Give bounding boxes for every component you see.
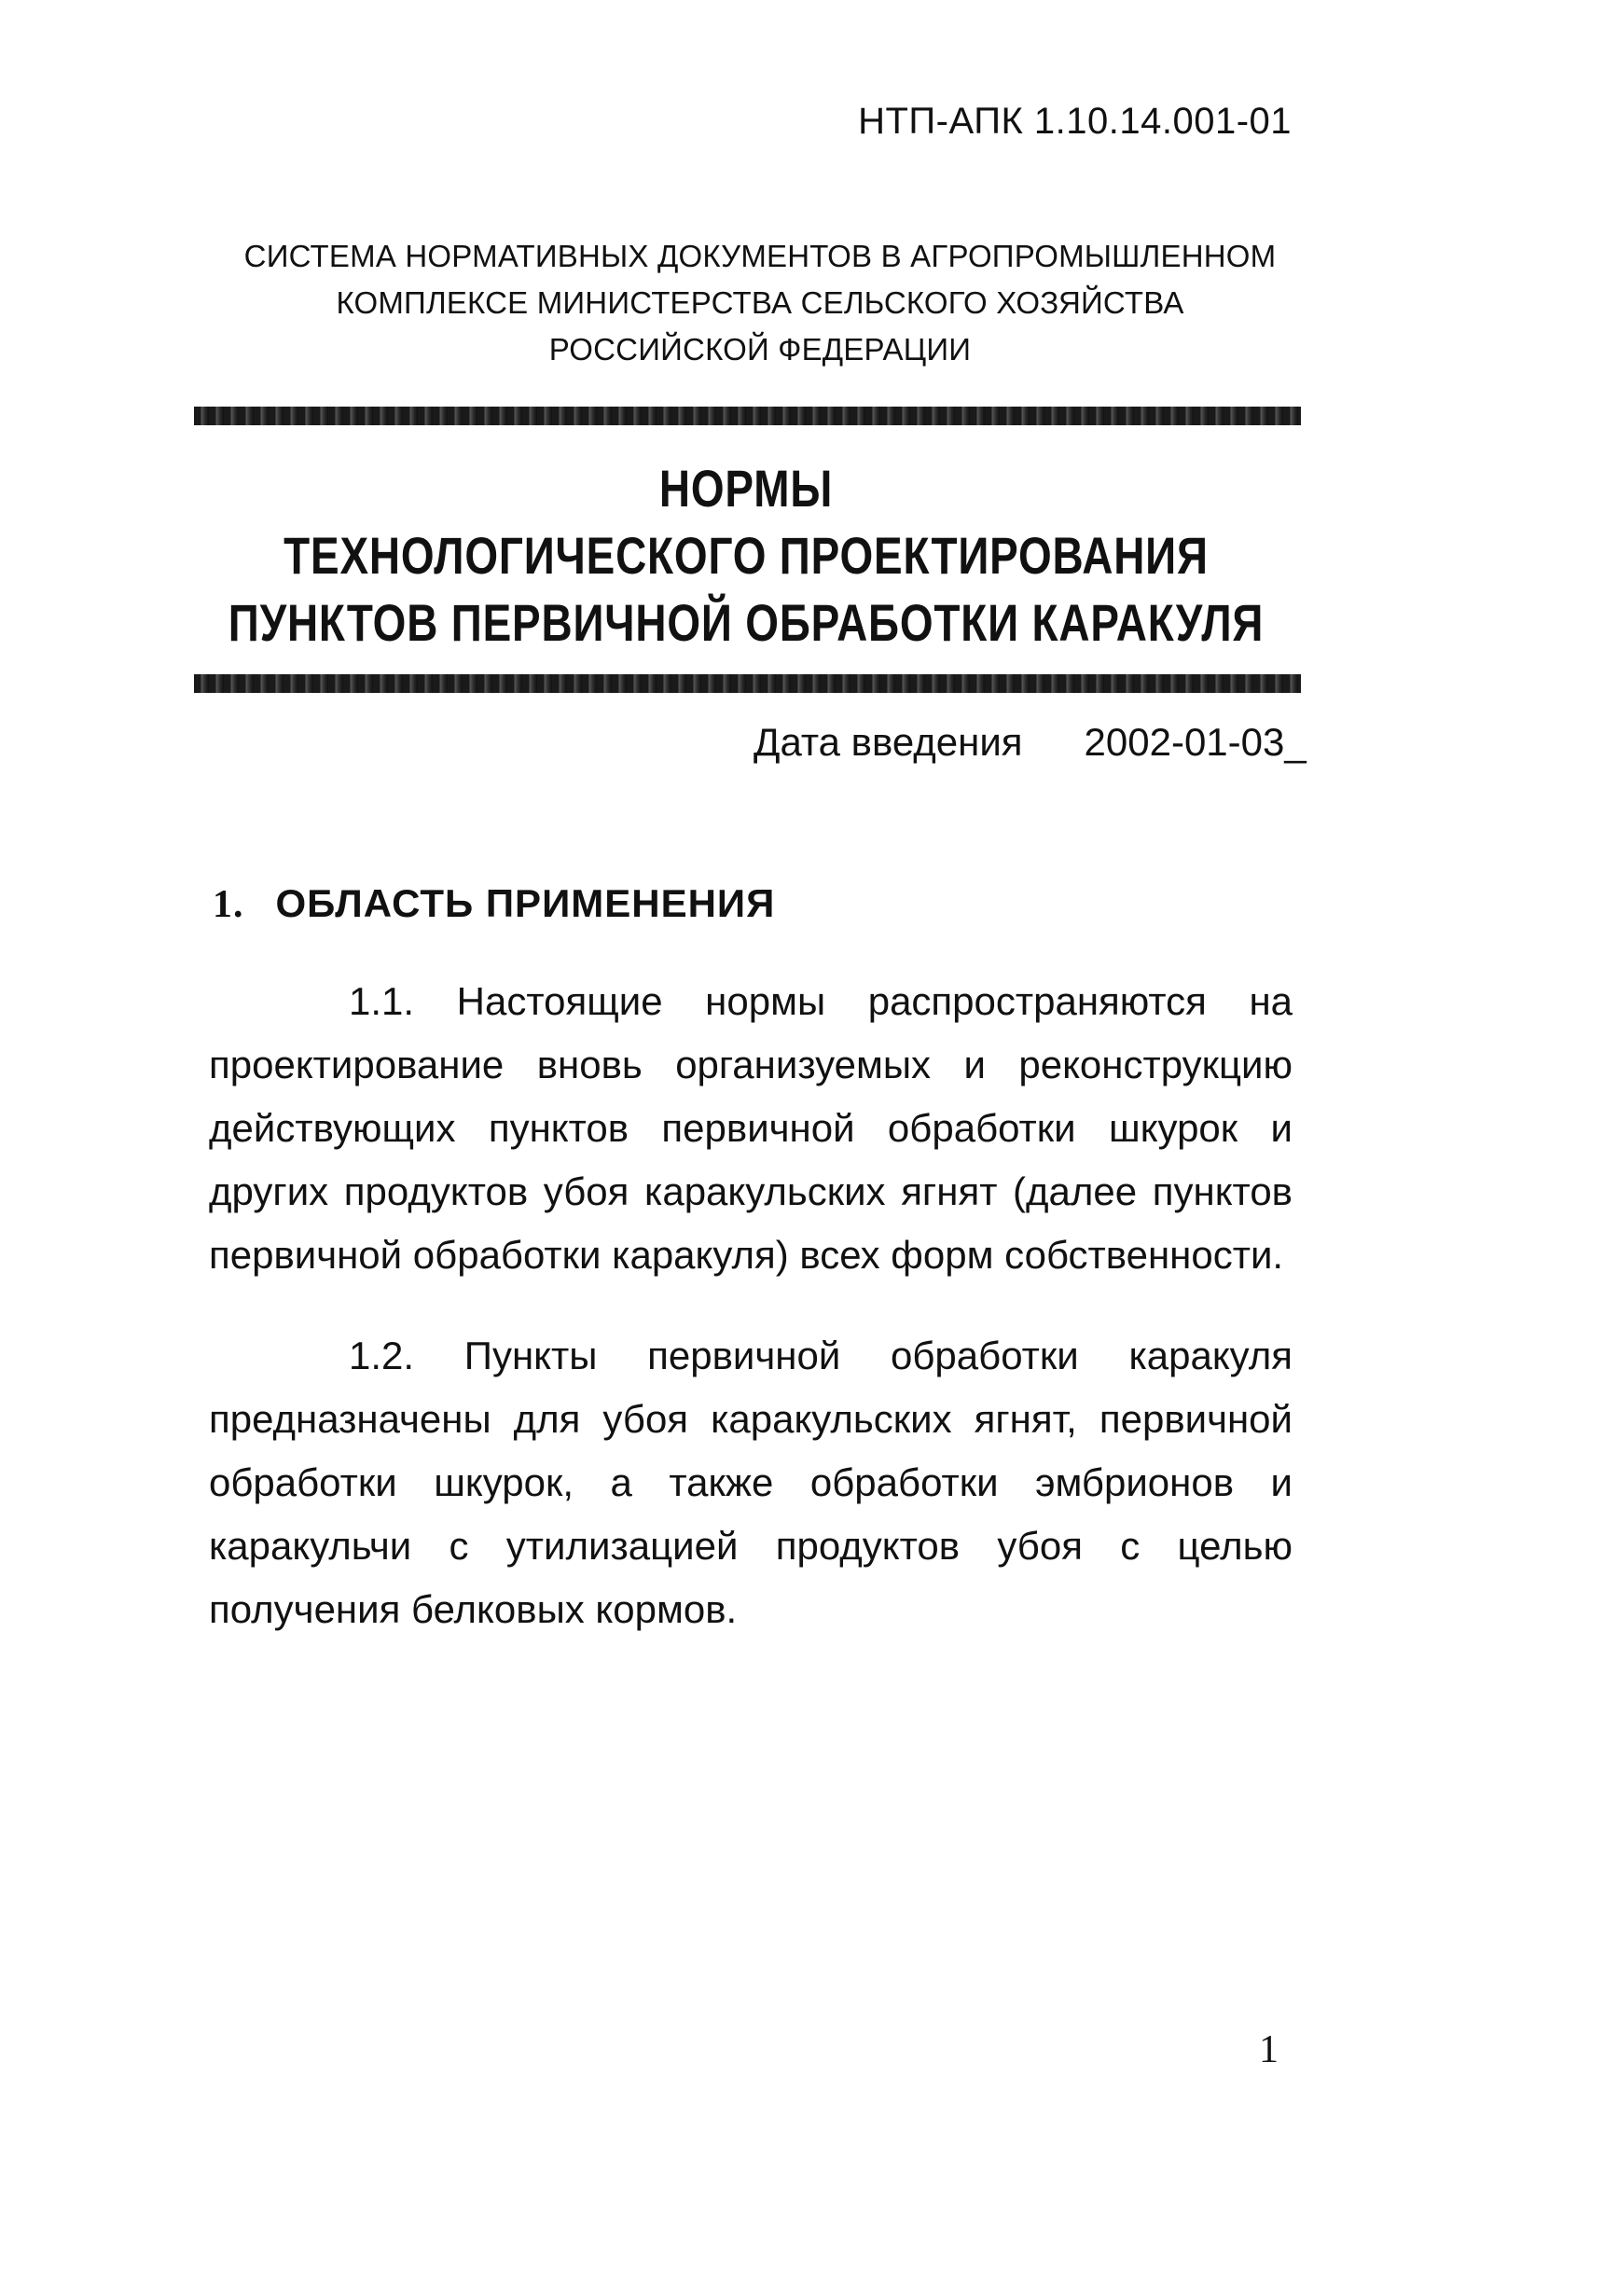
document-code: НТП-АПК 1.10.14.001-01 [858, 101, 1292, 142]
title-line: НОРМЫ [658, 459, 834, 518]
title-line: ПУНКТОВ ПЕРВИЧНОЙ ОБРАБОТКИ КАРАКУЛЯ [228, 593, 1265, 652]
introduction-date [754, 720, 1307, 765]
bottom-divider-rule [194, 674, 1301, 693]
section-heading [213, 881, 775, 927]
paragraph-1-1: 1.1. Настоящие нормы распространяются на проектирование вновь организуемых и реконструкцию действующих пунктов первичной обработки шкурок и других продуктов убоя каракульских ягнят (далее пунктов первичной обработки каракуля) всех форм собственности. [209, 979, 1293, 1277]
top-divider-rule [194, 407, 1301, 425]
title-line: ТЕХНОЛОГИЧЕСКОГО ПРОЕКТИРОВАНИЯ [283, 526, 1209, 585]
system-header-line: КОМПЛЕКСЕ МИНИСТЕРСТВА СЕЛЬСКОГО ХОЗЯЙСТВА [336, 285, 1184, 320]
section-number: 1. [213, 883, 244, 926]
system-header-line: СИСТЕМА НОРМАТИВНЫХ ДОКУМЕНТОВ В АГРОПРОМЫШЛЕННОМ [243, 239, 1277, 273]
page-number: 1 [1259, 2028, 1279, 2071]
section-title: ОБЛАСТЬ ПРИМЕНЕНИЯ [275, 881, 776, 925]
introduction-date-label: Дата введения [754, 720, 1023, 764]
paragraph-1-2: 1.2. Пункты первичной обработки каракуля предназначены для убоя каракульских ягнят, первичной обработки шкурок, а также обработки эмбрионов и каракульчи с утилизацией продуктов убоя с целью получения белковых кормов. [209, 1334, 1293, 1631]
document-title [134, 455, 1358, 657]
introduction-date-value: 2002-01-03_ [1084, 720, 1307, 764]
system-header-line: РОССИЙСКОЙ ФЕДЕРАЦИИ [548, 332, 972, 367]
system-header [0, 233, 1520, 373]
